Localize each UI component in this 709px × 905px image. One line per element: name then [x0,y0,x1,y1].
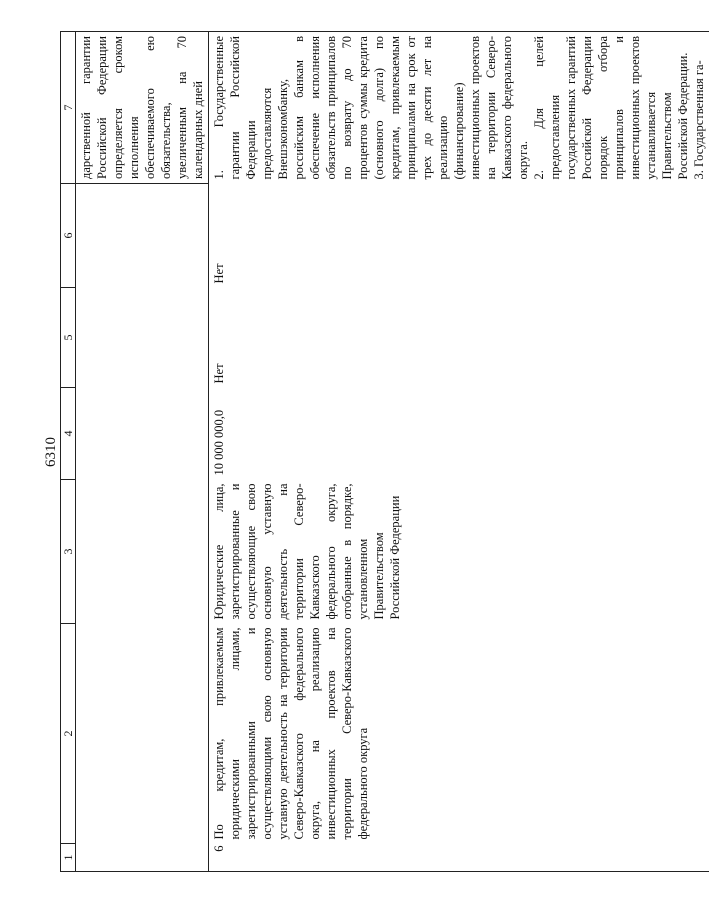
row-recourse: Нет [212,363,226,384]
condition-item: 2. Для целей предоставления государственных гарантий Российской Федерации порядок отбора принципалов и инвестиционных проектов устанавливается Правительством Российской Федерации. [532,36,690,180]
column-header: 4 [61,388,76,480]
row-conditions [209,32,709,184]
page-number: 6310 [43,437,59,467]
table-row [209,32,709,872]
column-header: 7 [61,32,76,184]
row-amount: 10 000 000,0 [212,409,226,476]
row-principal: Юридические лица, зарегистрированные и осуществляющие свою основную уставную деятельность на территории Северо-Кавказского федерального округа, отобранные в порядке, установленном Правительством Российской Федерации [212,483,402,620]
column-header: 5 [61,288,76,388]
row-collateral: Нет [212,263,226,284]
column-header: 3 [61,480,76,624]
condition-item: 3. Государственная га- [692,60,706,180]
continuation-text: дарственной гарантии Российской Федерации определяется сроком исполнения обеспечиваемого ею обязательства, увеличенным на 70 календарных дней [76,32,209,184]
document-table-frame [60,32,706,872]
column-header: 2 [61,624,76,844]
column-header: 6 [61,184,76,288]
column-number-header [61,32,76,872]
column-header: 1 [61,844,76,872]
condition-item: 1. Государственные гарантии Российской Федерации предоставляются Внешэкономбанку, российским банкам в обеспечение исполнения обязательств принципалов по возврату до 70 процентов суммы кредита (основного долга) по кредитам, привлекаемым принципалами на срок от трех до десяти лет на реализацию (финансирование) инвестиционных проектов на территории Северо-Кавказского федерального округа. [212,36,530,180]
row-number: 6 [209,844,709,872]
row-purpose: По кредитам, привлекаемым юридическими лицами, зарегистрированными и осуществляющими свою основную уставную деятельность на территории Северо-Кавказского федерального округа, на реализацию инвестиционных проектов на территории Северо-Кавказского федерального округа [212,627,370,840]
guarantees-table [60,31,709,872]
continuation-row [76,32,209,872]
